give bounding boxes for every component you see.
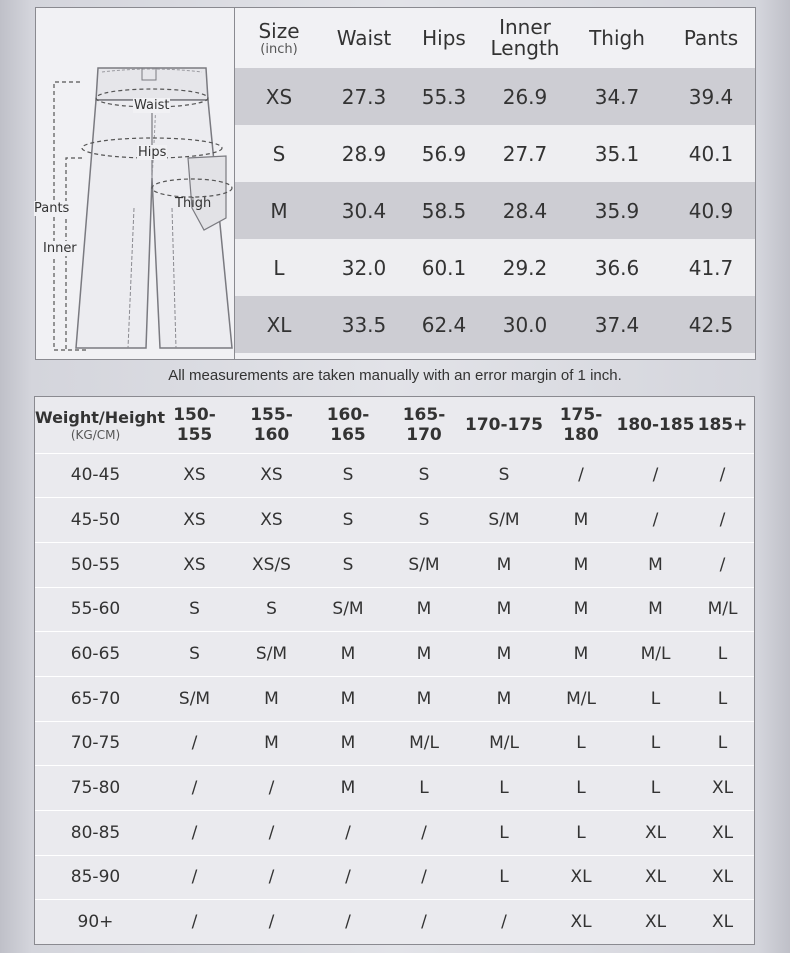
measurement-cell: 37.4 [594,312,640,337]
measurement-cell: L [273,255,285,280]
size-cell: / [345,912,351,933]
size-cell: M [340,688,356,709]
size-cell: M [340,644,356,665]
measurement-cell: S [272,141,286,166]
size-cell: XL [711,867,734,888]
size-cell: S/M [408,554,440,575]
header-size-unit: (inch) [260,41,298,57]
size-cell: L [650,688,661,709]
size-cell: XS/S [252,554,291,575]
size-measurement-chart [35,7,756,360]
weight-cell: 70-75 [70,733,121,754]
measurement-cell: 62.4 [421,312,467,337]
weight-cell: 85-90 [70,867,121,888]
header-pants: Pants [683,26,739,50]
size-cell: / [345,822,351,843]
size-cell: / [421,822,427,843]
size-cell: M [648,599,663,620]
hips-label: Hips [138,145,167,160]
measurement-row [235,125,755,182]
measurement-cell: 56.9 [421,141,467,166]
measurement-cell: 58.5 [421,198,467,223]
size-cell: M [496,688,512,709]
size-recommendation-table [34,396,755,945]
size-cell: L [576,822,586,843]
size-cell: / [191,867,198,888]
size-cell: M [340,733,356,754]
size-cell: M/L [640,644,671,665]
size-cell: XS [260,465,283,486]
size-cell: XL [711,822,734,843]
thigh-label: Thigh [175,196,212,211]
size-cell: L [499,778,509,799]
measurement-header-row [235,8,755,68]
weight-cell: 55-60 [70,599,121,620]
recommendation-row [35,900,754,944]
size-cell: S [418,465,430,486]
recommendation-row [35,454,754,499]
size-cell: M [416,688,432,709]
size-cell: L [576,778,586,799]
measurement-row [235,239,755,296]
size-cell: XL [711,912,734,933]
size-cell: XL [644,912,667,933]
size-cell: L [499,867,509,888]
recommendation-row [35,811,754,856]
size-cell: XL [711,778,734,799]
measurement-cell: 28.9 [341,141,387,166]
size-cell: / [268,912,275,933]
size-cell: M [496,644,512,665]
measurement-cell: 30.0 [502,312,548,337]
weight-height-unit: (KG/CM) [70,427,121,442]
measurement-cell: 40.1 [688,141,734,166]
size-cell: S [189,599,200,620]
size-cell: M [416,599,432,620]
recommendation-row [35,856,754,901]
measurement-table [235,8,755,359]
weight-cell: 80-85 [70,822,121,843]
weight-cell: 65-70 [70,688,121,709]
weight-cell: 40-45 [70,465,121,486]
size-cell: / [652,510,659,531]
size-cell: S [342,554,354,575]
measurement-cell: 39.4 [688,84,734,109]
header-thigh: Thigh [589,26,645,50]
measurement-cell: M [270,198,288,223]
recommendation-row [35,722,754,767]
measurement-cell: 42.5 [688,312,734,337]
measurement-cell: 27.7 [502,141,548,166]
size-cell: S [418,510,430,531]
pants-diagram [36,8,235,359]
size-cell: XS [260,510,283,531]
weight-cell: 45-50 [70,510,121,531]
measurement-cell: 28.4 [502,198,548,223]
size-cell: XL [644,867,667,888]
header-height: 180-185 [616,414,695,435]
size-cell: M [648,554,663,575]
recommendation-row [35,632,754,677]
recommendation-row [35,588,754,633]
size-cell: XL [644,822,667,843]
measurement-row [235,68,755,125]
size-cell: / [191,733,198,754]
size-cell: M [340,778,356,799]
size-cell: S/M [488,510,520,531]
size-cell: XL [570,867,592,888]
header-height: 150-155 [173,404,216,445]
size-cell: S [189,644,200,665]
pants-length-label: Pants [34,201,70,216]
size-cell: / [191,822,198,843]
size-cell: M/L [409,733,439,754]
size-cell: S [266,599,277,620]
size-cell: / [421,912,427,933]
size-cell: / [652,465,659,486]
size-cell: XS [183,465,206,486]
size-cell: M [264,733,279,754]
measurement-cell: XL [266,312,292,337]
size-cell: L [419,778,429,799]
size-cell: M [573,644,589,665]
header-height: 175-180 [559,404,603,445]
weight-cell: 60-65 [70,644,121,665]
size-cell: / [421,867,427,888]
size-cell: M [496,599,512,620]
recommendation-row [35,498,754,543]
measurement-cell: 60.1 [421,255,467,280]
size-cell: S [342,465,354,486]
measurement-cell: 30.4 [341,198,387,223]
measurement-cell: 33.5 [341,312,387,337]
size-cell: M [496,554,512,575]
size-cell: / [345,867,351,888]
header-size-label: Size [258,18,300,43]
size-cell: S/M [178,688,211,709]
size-cell: M [573,554,589,575]
recommendation-row [35,766,754,811]
size-cell: / [191,778,198,799]
size-cell: L [499,822,509,843]
size-cell: S/M [255,644,288,665]
header-height: 170-175 [464,414,544,435]
recommendation-row [35,677,754,722]
size-cell: M [416,644,432,665]
weight-height-label: Weight/Height [35,407,165,427]
recommendation-row [35,543,754,588]
measurement-cell: 29.2 [502,255,548,280]
measurement-row [235,182,755,239]
size-cell: L [717,688,728,709]
measurement-cell: 40.9 [688,198,734,223]
size-cell: L [717,733,728,754]
size-cell: / [268,867,275,888]
size-cell: L [650,733,661,754]
size-cell: / [719,554,726,575]
weight-cell: 75-80 [70,778,121,799]
pants-sketch-icon [36,8,234,361]
size-cell: L [717,644,728,665]
header-waist: Waist [336,26,392,50]
measurement-cell: 35.9 [594,198,640,223]
size-cell: M [573,599,589,620]
header-inner-length: Inner Length [490,15,560,60]
size-cell: S [342,510,354,531]
waist-label: Waist [134,98,170,113]
header-size [235,18,323,57]
size-cell: / [191,912,198,933]
measurement-note: All measurements are taken manually with an error margin of 1 inch. [168,367,622,384]
size-cell: / [719,465,726,486]
size-cell: M/L [707,599,738,620]
size-cell: L [576,733,586,754]
header-height: 185+ [697,414,748,435]
header-height: 165-170 [402,404,446,445]
measurement-cell: 41.7 [688,255,734,280]
size-cell: / [719,510,726,531]
measurement-cell: 32.0 [341,255,387,280]
measurement-cell: 34.7 [594,84,640,109]
size-cell: / [578,465,584,486]
size-cell: / [501,912,507,933]
measurement-cell: 26.9 [502,84,548,109]
weight-cell: 90+ [77,912,114,933]
inner-length-label: Inner [43,241,77,256]
size-cell: M/L [566,688,596,709]
header-height: 160-165 [326,404,370,445]
size-cell: XL [570,912,592,933]
size-cell: S [498,465,510,486]
measurement-cell: 55.3 [421,84,467,109]
weight-cell: 50-55 [70,554,121,575]
size-cell: / [268,822,275,843]
measurement-cell: XS [265,84,293,109]
size-cell: M [573,510,589,531]
measurement-cell: 35.1 [594,141,640,166]
header-weight-height [35,407,165,442]
size-cell: XS [183,510,206,531]
recommendation-header-row [35,397,754,454]
header-hips: Hips [422,26,466,50]
size-cell: / [268,778,275,799]
size-cell: L [650,778,661,799]
size-cell: XS [183,554,206,575]
measurement-cell: 27.3 [341,84,387,109]
size-cell: M/L [489,733,519,754]
size-cell: M [264,688,279,709]
measurement-row [235,296,755,353]
size-cell: S/M [332,599,364,620]
header-height: 155-160 [250,404,293,445]
measurement-cell: 36.6 [594,255,640,280]
